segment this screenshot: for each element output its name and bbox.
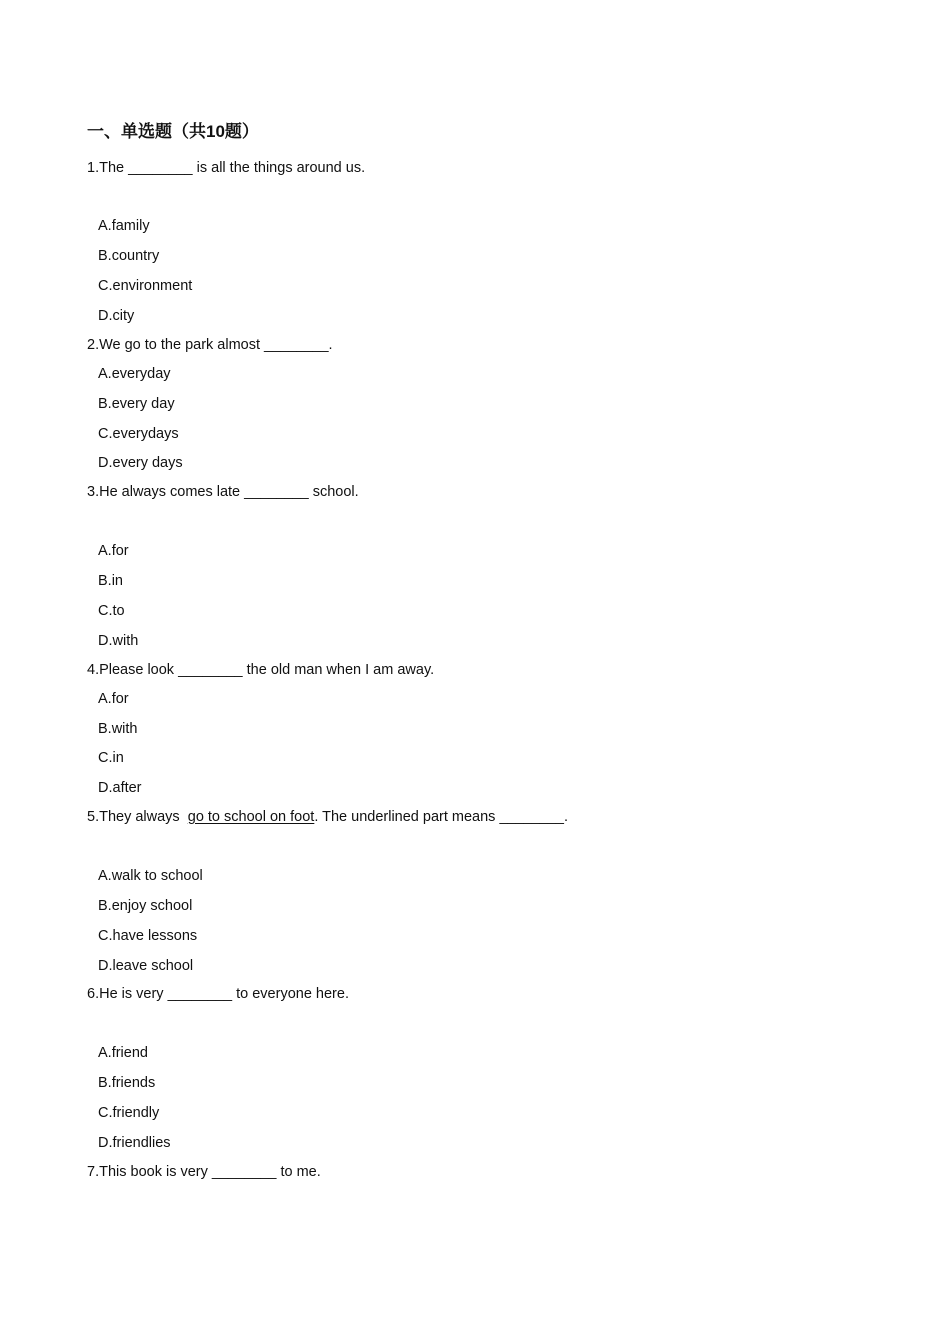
question-2-option-c: C.everydays <box>98 426 179 442</box>
question-7: 7.This book is very ________ to me. <box>87 1164 321 1180</box>
question-6-option-d: D.friendlies <box>98 1135 171 1151</box>
question-3-option-a: A.for <box>98 543 129 559</box>
question-2-option-d: D.every days <box>98 455 183 471</box>
question-3-option-d: D.with <box>98 633 139 649</box>
question-3-option-c: C.to <box>98 603 125 619</box>
question-4-option-c: C.in <box>98 750 124 766</box>
question-6-option-c: C.friendly <box>98 1105 160 1121</box>
question-5 <box>87 808 568 826</box>
question-1: 1.The ________ is all the things around us. <box>87 160 366 176</box>
question-2-option-b: B.every day <box>98 396 175 412</box>
question-5-option-b: B.enjoy school <box>98 898 193 914</box>
question-6-option-a: A.friend <box>98 1045 148 1061</box>
question-1-option-a: A.family <box>98 218 150 234</box>
question-4-option-b: B.with <box>98 721 138 737</box>
question-5-underlined-part: go to school on foot <box>187 809 315 825</box>
question-3-option-b: B.in <box>98 573 123 589</box>
question-1-option-c: C.environment <box>98 278 193 294</box>
question-1-option-d: D.city <box>98 308 135 324</box>
question-1-option-b: B.country <box>98 248 160 264</box>
question-4: 4.Please look ________ the old man when I am away. <box>87 662 435 678</box>
question-6-option-b: B.friends <box>98 1075 156 1091</box>
question-4-option-d: D.after <box>98 780 142 796</box>
question-5-option-d: D.leave school <box>98 958 194 974</box>
question-5-text-before: 5.They always <box>87 809 188 825</box>
question-2: 2.We go to the park almost ________. <box>87 337 333 353</box>
question-5-text-after: . The underlined part means ________. <box>314 809 568 825</box>
question-6: 6.He is very ________ to everyone here. <box>87 986 349 1002</box>
question-4-option-a: A.for <box>98 691 129 707</box>
question-3: 3.He always comes late ________ school. <box>87 484 359 500</box>
question-2-option-a: A.everyday <box>98 366 171 382</box>
question-5-option-c: C.have lessons <box>98 928 198 944</box>
section-title: 一、单选题（共10题） <box>87 122 259 141</box>
question-5-option-a: A.walk to school <box>98 868 203 884</box>
